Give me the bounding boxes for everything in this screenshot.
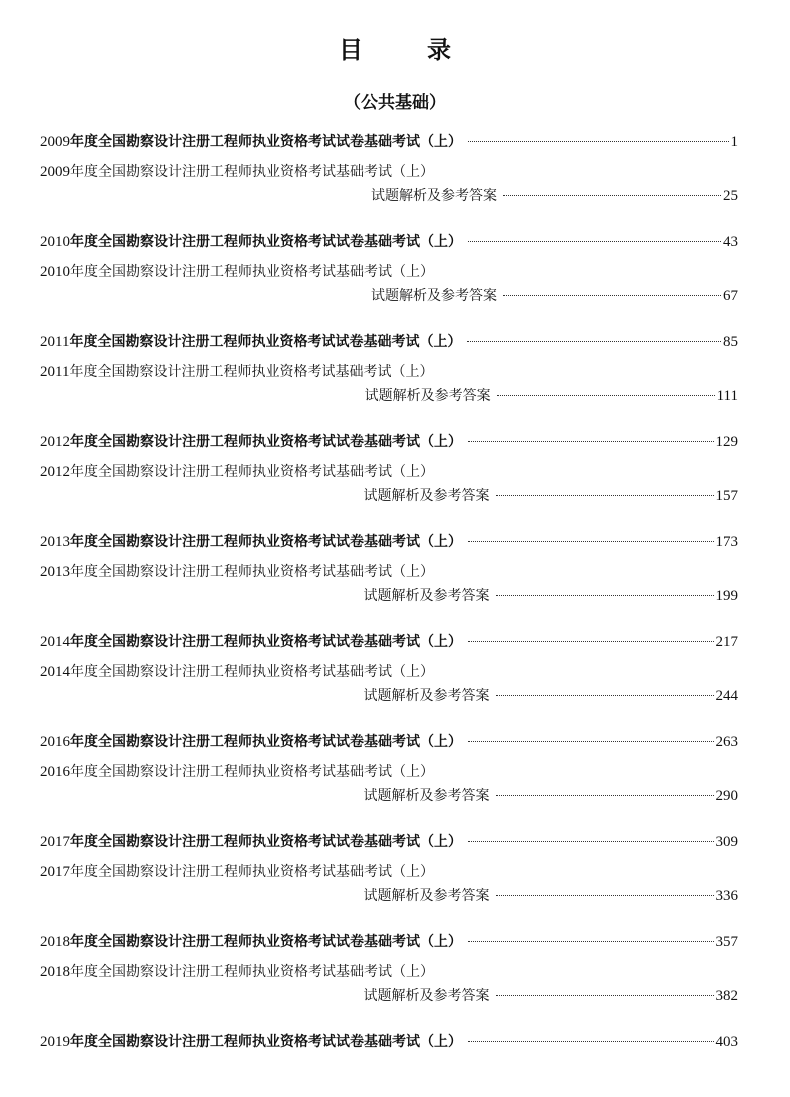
- toc-line: [40, 586, 738, 606]
- toc-entry-exam[interactable]: [40, 832, 738, 862]
- toc-title: 年度全国勘察设计注册工程师执业资格考试试卷基础考试（上）: [70, 1034, 462, 1050]
- toc-year: 2019: [40, 1034, 70, 1050]
- page-title: 目 录: [339, 36, 471, 64]
- toc-year: 2009: [40, 164, 70, 180]
- toc-year: 2012: [40, 434, 70, 450]
- toc-entry-exam[interactable]: [40, 132, 738, 162]
- toc-subtitle: 试题解析及参考答案: [363, 688, 490, 704]
- toc-page-number: 290: [715, 788, 738, 804]
- toc-page-number: 67: [723, 288, 738, 304]
- toc-year: 2017: [40, 834, 70, 850]
- toc-subtitle: 试题解析及参考答案: [363, 788, 490, 804]
- toc-year: 2014: [40, 664, 70, 680]
- toc-line: [40, 286, 738, 306]
- toc-page-number: 25: [723, 188, 738, 204]
- toc-entry-exam[interactable]: [40, 232, 738, 262]
- toc-title: 年度全国勘察设计注册工程师执业资格考试基础考试（上）: [70, 464, 434, 480]
- toc-line: [40, 686, 738, 706]
- toc-year: 2009: [40, 134, 70, 150]
- toc-subtitle: 试题解析及参考答案: [363, 588, 490, 604]
- toc-page-number: 157: [715, 488, 738, 504]
- toc-line: [40, 262, 738, 282]
- toc-line: [40, 162, 738, 182]
- toc-page-number: 357: [715, 934, 738, 950]
- toc-line: [40, 832, 738, 852]
- toc-year: 2018: [40, 934, 70, 950]
- toc-line: [40, 432, 738, 452]
- toc-year: 2011: [40, 334, 70, 350]
- toc-page-number: 85: [723, 334, 738, 350]
- toc-line: [40, 986, 738, 1006]
- toc-entry-solutions[interactable]: [40, 362, 738, 432]
- toc-title: 年度全国勘察设计注册工程师执业资格考试基础考试（上）: [70, 864, 434, 880]
- toc-title: 年度全国勘察设计注册工程师执业资格考试试卷基础考试（上）: [70, 934, 462, 950]
- toc-page-number: 1: [730, 134, 738, 150]
- toc-subtitle: 试题解析及参考答案: [371, 188, 497, 204]
- toc-line: [40, 532, 738, 552]
- toc-title: 年度全国勘察设计注册工程师执业资格考试试卷基础考试（上）: [70, 734, 462, 750]
- toc-year: 2013: [40, 564, 70, 580]
- toc-title: 年度全国勘察设计注册工程师执业资格考试基础考试（上）: [70, 564, 434, 580]
- toc-title: 年度全国勘察设计注册工程师执业资格考试试卷基础考试（上）: [70, 834, 462, 850]
- toc-year: 2014: [40, 634, 70, 650]
- table-of-contents: [40, 132, 738, 1062]
- toc-entry-solutions[interactable]: [40, 162, 738, 232]
- dot-leader: [496, 595, 714, 596]
- toc-title: 年度全国勘察设计注册工程师执业资格考试基础考试（上）: [70, 764, 434, 780]
- dot-leader: [503, 295, 721, 296]
- toc-page-number: 199: [715, 588, 738, 604]
- toc-entry-exam[interactable]: [40, 532, 738, 562]
- toc-line: [40, 386, 738, 406]
- toc-entry-exam[interactable]: [40, 432, 738, 462]
- dot-leader: [496, 895, 714, 896]
- toc-subtitle: 试题解析及参考答案: [363, 888, 490, 904]
- toc-year: 2010: [40, 264, 70, 280]
- dot-leader: [468, 1041, 714, 1042]
- toc-title: 年度全国勘察设计注册工程师执业资格考试试卷基础考试（上）: [70, 634, 462, 650]
- toc-title: 年度全国勘察设计注册工程师执业资格考试基础考试（上）: [70, 264, 434, 280]
- toc-page-number: 336: [715, 888, 738, 904]
- toc-page-number: 263: [715, 734, 738, 750]
- toc-entry-exam[interactable]: [40, 1032, 738, 1062]
- toc-line: [40, 332, 738, 352]
- toc-page-number: 43: [723, 234, 738, 250]
- dot-leader: [497, 395, 715, 396]
- toc-line: [40, 786, 738, 806]
- dot-leader: [468, 241, 721, 242]
- toc-entry-solutions[interactable]: [40, 662, 738, 732]
- toc-line: [40, 632, 738, 652]
- toc-page-number: 173: [715, 534, 738, 550]
- toc-line: [40, 486, 738, 506]
- toc-title: 年度全国勘察设计注册工程师执业资格考试基础考试（上）: [69, 364, 434, 380]
- toc-line: [40, 1032, 738, 1052]
- toc-line: [40, 462, 738, 482]
- toc-year: 2016: [40, 764, 70, 780]
- dot-leader: [468, 741, 714, 742]
- toc-line: [40, 562, 738, 582]
- toc-entry-exam[interactable]: [40, 932, 738, 962]
- toc-entry-exam[interactable]: [40, 732, 738, 762]
- toc-line: [40, 132, 738, 152]
- toc-page-number: 403: [715, 1034, 738, 1050]
- toc-year: 2011: [40, 364, 70, 380]
- toc-page-number: 309: [715, 834, 738, 850]
- toc-line: [40, 886, 738, 906]
- dot-leader: [503, 195, 721, 196]
- toc-title: 年度全国勘察设计注册工程师执业资格考试基础考试（上）: [70, 964, 434, 980]
- dot-leader: [468, 841, 714, 842]
- toc-page-number: 111: [716, 388, 738, 404]
- toc-subtitle: 试题解析及参考答案: [364, 388, 491, 404]
- toc-line: [40, 186, 738, 206]
- toc-year: 2010: [40, 234, 70, 250]
- dot-leader: [468, 141, 729, 142]
- toc-line: [40, 362, 738, 382]
- toc-title: 年度全国勘察设计注册工程师执业资格考试试卷基础考试（上）: [70, 534, 462, 550]
- toc-line: [40, 932, 738, 952]
- toc-line: [40, 962, 738, 982]
- toc-line: [40, 732, 738, 752]
- dot-leader: [467, 341, 721, 342]
- toc-title: 年度全国勘察设计注册工程师执业资格考试试卷基础考试（上）: [70, 234, 462, 250]
- toc-year: 2018: [40, 964, 70, 980]
- toc-title: 年度全国勘察设计注册工程师执业资格考试试卷基础考试（上）: [70, 434, 462, 450]
- toc-entry-solutions[interactable]: [40, 462, 738, 532]
- dot-leader: [496, 495, 714, 496]
- toc-year: 2013: [40, 534, 70, 550]
- toc-line: [40, 762, 738, 782]
- toc-year: 2012: [40, 464, 70, 480]
- toc-title: 年度全国勘察设计注册工程师执业资格考试试卷基础考试（上）: [69, 334, 462, 350]
- toc-line: [40, 232, 738, 252]
- toc-subtitle: 试题解析及参考答案: [363, 488, 490, 504]
- dot-leader: [468, 641, 714, 642]
- toc-entry-solutions[interactable]: [40, 962, 738, 1032]
- toc-page-number: 129: [715, 434, 738, 450]
- dot-leader: [468, 541, 714, 542]
- dot-leader: [496, 995, 714, 996]
- toc-title: 年度全国勘察设计注册工程师执业资格考试基础考试（上）: [70, 664, 434, 680]
- dot-leader: [496, 795, 714, 796]
- toc-page-number: 217: [715, 634, 738, 650]
- toc-entry-solutions[interactable]: [40, 262, 738, 332]
- toc-page-number: 244: [715, 688, 738, 704]
- toc-year: 2016: [40, 734, 70, 750]
- dot-leader: [496, 695, 714, 696]
- toc-entry-exam[interactable]: [40, 632, 738, 662]
- toc-entry-solutions[interactable]: [40, 862, 738, 932]
- toc-subtitle: 试题解析及参考答案: [363, 988, 490, 1004]
- toc-title: 年度全国勘察设计注册工程师执业资格考试基础考试（上）: [70, 164, 434, 180]
- dot-leader: [468, 941, 714, 942]
- section-subtitle: （公共基础）: [344, 93, 446, 113]
- toc-entry-solutions[interactable]: [40, 562, 738, 632]
- toc-line: [40, 862, 738, 882]
- toc-entry-exam[interactable]: [40, 332, 738, 362]
- toc-line: [40, 662, 738, 682]
- toc-entry-solutions[interactable]: [40, 762, 738, 832]
- toc-subtitle: 试题解析及参考答案: [371, 288, 497, 304]
- toc-title: 年度全国勘察设计注册工程师执业资格考试试卷基础考试（上）: [70, 134, 462, 150]
- toc-year: 2017: [40, 864, 70, 880]
- dot-leader: [468, 441, 714, 442]
- toc-page-number: 382: [715, 988, 738, 1004]
